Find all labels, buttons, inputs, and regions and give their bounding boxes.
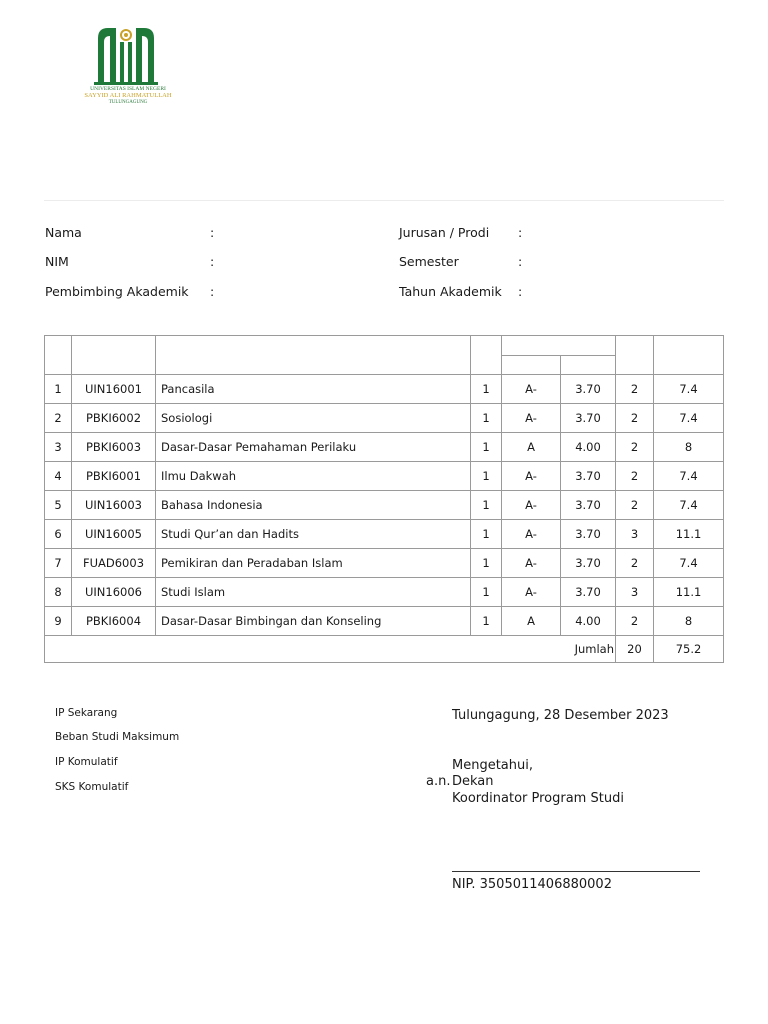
mengetahui-text: Mengetahui, xyxy=(452,758,533,773)
cell-sem: 1 xyxy=(471,491,502,520)
ip-sekarang-label: IP Sekarang xyxy=(55,707,118,719)
cell-sks: 2 xyxy=(616,549,654,578)
cell-name: Pancasila xyxy=(156,375,471,404)
table-row xyxy=(45,578,724,607)
nip-text: NIP. 3505011406880002 xyxy=(452,877,612,892)
cell-name: Sosiologi xyxy=(156,404,471,433)
cell-name: Bahasa Indonesia xyxy=(156,491,471,520)
cell-code: FUAD6003 xyxy=(72,549,156,578)
cell-sks: 2 xyxy=(616,462,654,491)
cell-code: PBKI6004 xyxy=(72,607,156,636)
cell-no: 1 xyxy=(45,375,72,404)
header-cell-name xyxy=(156,336,471,375)
cell-sks: 2 xyxy=(616,375,654,404)
cell-total: 7.4 xyxy=(654,462,724,491)
jumlah-label: Jumlah xyxy=(45,636,616,663)
cell-sem: 1 xyxy=(471,433,502,462)
table-row xyxy=(45,607,724,636)
cell-sks: 2 xyxy=(616,491,654,520)
header-cell-grade-group xyxy=(502,336,616,356)
cell-code: PBKI6001 xyxy=(72,462,156,491)
cell-no: 9 xyxy=(45,607,72,636)
cell-point: 4.00 xyxy=(561,607,616,636)
cell-no: 4 xyxy=(45,462,72,491)
cell-grade: A- xyxy=(502,404,561,433)
cell-grade: A- xyxy=(502,578,561,607)
cell-point: 3.70 xyxy=(561,578,616,607)
table-row xyxy=(45,433,724,462)
nim-colon: : xyxy=(210,254,215,269)
semester-colon: : xyxy=(518,254,523,269)
cell-sem: 1 xyxy=(471,520,502,549)
total-sks: 20 xyxy=(616,636,654,663)
cell-sem: 1 xyxy=(471,607,502,636)
grades-table xyxy=(44,335,724,663)
cell-total: 7.4 xyxy=(654,549,724,578)
cell-sks: 3 xyxy=(616,578,654,607)
cell-sem: 1 xyxy=(471,549,502,578)
cell-grade: A- xyxy=(502,462,561,491)
cell-name: Studi Qur’an dan Hadits xyxy=(156,520,471,549)
table-row xyxy=(45,375,724,404)
cell-sks: 2 xyxy=(616,607,654,636)
table-row xyxy=(45,520,724,549)
dekan-text: Dekan xyxy=(452,774,494,789)
totals-row xyxy=(45,636,724,663)
cell-sem: 1 xyxy=(471,462,502,491)
cell-total: 8 xyxy=(654,433,724,462)
header-cell-code xyxy=(72,336,156,375)
cell-point: 3.70 xyxy=(561,520,616,549)
cell-sks: 2 xyxy=(616,433,654,462)
koordinator-text: Koordinator Program Studi xyxy=(452,791,624,806)
cell-no: 2 xyxy=(45,404,72,433)
ip-kumulatif-label: IP Komulatif xyxy=(55,756,118,768)
nama-label: Nama xyxy=(45,225,82,240)
header-divider xyxy=(44,200,724,201)
cell-code: PBKI6003 xyxy=(72,433,156,462)
table-row xyxy=(45,462,724,491)
cell-name: Pemikiran dan Peradaban Islam xyxy=(156,549,471,578)
header-cell-grade xyxy=(502,355,561,375)
header-cell-total xyxy=(654,336,724,375)
logo-line2: SAYYID ALI RAHMATULLAH xyxy=(84,92,172,99)
logo-line3: TULUNGAGUNG xyxy=(108,100,148,105)
cell-point: 3.70 xyxy=(561,549,616,578)
pa-label: Pembimbing Akademik xyxy=(45,284,189,299)
cell-no: 7 xyxy=(45,549,72,578)
nama-colon: : xyxy=(210,225,215,240)
cell-total: 7.4 xyxy=(654,404,724,433)
header-cell-sks xyxy=(616,336,654,375)
university-logo xyxy=(80,24,176,112)
an-text: a.n. xyxy=(426,774,451,789)
cell-grade: A- xyxy=(502,549,561,578)
header-cell-point xyxy=(561,355,616,375)
header-cell-sem xyxy=(471,336,502,375)
semester-label: Semester xyxy=(399,254,459,269)
cell-name: Studi Islam xyxy=(156,578,471,607)
nim-label: NIM xyxy=(45,254,69,269)
pa-colon: : xyxy=(210,284,215,299)
cell-point: 3.70 xyxy=(561,375,616,404)
course-rows xyxy=(45,375,724,636)
cell-sks: 3 xyxy=(616,520,654,549)
cell-no: 8 xyxy=(45,578,72,607)
cell-sks: 2 xyxy=(616,404,654,433)
table-row xyxy=(45,491,724,520)
cell-no: 3 xyxy=(45,433,72,462)
total-points: 75.2 xyxy=(654,636,724,663)
cell-total: 11.1 xyxy=(654,578,724,607)
cell-point: 4.00 xyxy=(561,433,616,462)
jurusan-colon: : xyxy=(518,225,523,240)
cell-grade: A- xyxy=(502,491,561,520)
table-row xyxy=(45,549,724,578)
cell-point: 3.70 xyxy=(561,404,616,433)
cell-total: 8 xyxy=(654,607,724,636)
cell-sem: 1 xyxy=(471,404,502,433)
tahun-label: Tahun Akademik xyxy=(399,284,502,299)
cell-grade: A xyxy=(502,607,561,636)
cell-point: 3.70 xyxy=(561,462,616,491)
cell-name: Ilmu Dakwah xyxy=(156,462,471,491)
cell-code: UIN16001 xyxy=(72,375,156,404)
cell-no: 6 xyxy=(45,520,72,549)
cell-name: Dasar-Dasar Bimbingan dan Konseling xyxy=(156,607,471,636)
cell-code: UIN16003 xyxy=(72,491,156,520)
beban-studi-label: Beban Studi Maksimum xyxy=(55,731,180,743)
cell-code: PBKI6002 xyxy=(72,404,156,433)
tahun-colon: : xyxy=(518,284,523,299)
table-header-row xyxy=(45,336,724,356)
cell-sem: 1 xyxy=(471,578,502,607)
header-cell-no xyxy=(45,336,72,375)
cell-code: UIN16005 xyxy=(72,520,156,549)
cell-total: 7.4 xyxy=(654,375,724,404)
cell-grade: A- xyxy=(502,520,561,549)
cell-no: 5 xyxy=(45,491,72,520)
sks-kumulatif-label: SKS Komulatif xyxy=(55,781,129,793)
jurusan-label: Jurusan / Prodi xyxy=(399,225,490,240)
table-row xyxy=(45,404,724,433)
cell-total: 7.4 xyxy=(654,491,724,520)
university-emblem-icon xyxy=(80,24,176,86)
cell-code: UIN16006 xyxy=(72,578,156,607)
cell-grade: A xyxy=(502,433,561,462)
logo-line1: UNIVERSITAS ISLAM NEGERI xyxy=(90,86,166,92)
cell-point: 3.70 xyxy=(561,491,616,520)
cell-sem: 1 xyxy=(471,375,502,404)
signature-line xyxy=(452,871,700,872)
cell-total: 11.1 xyxy=(654,520,724,549)
cell-name: Dasar-Dasar Pemahaman Perilaku xyxy=(156,433,471,462)
place-date: Tulungagung, 28 Desember 2023 xyxy=(452,708,669,723)
cell-grade: A- xyxy=(502,375,561,404)
